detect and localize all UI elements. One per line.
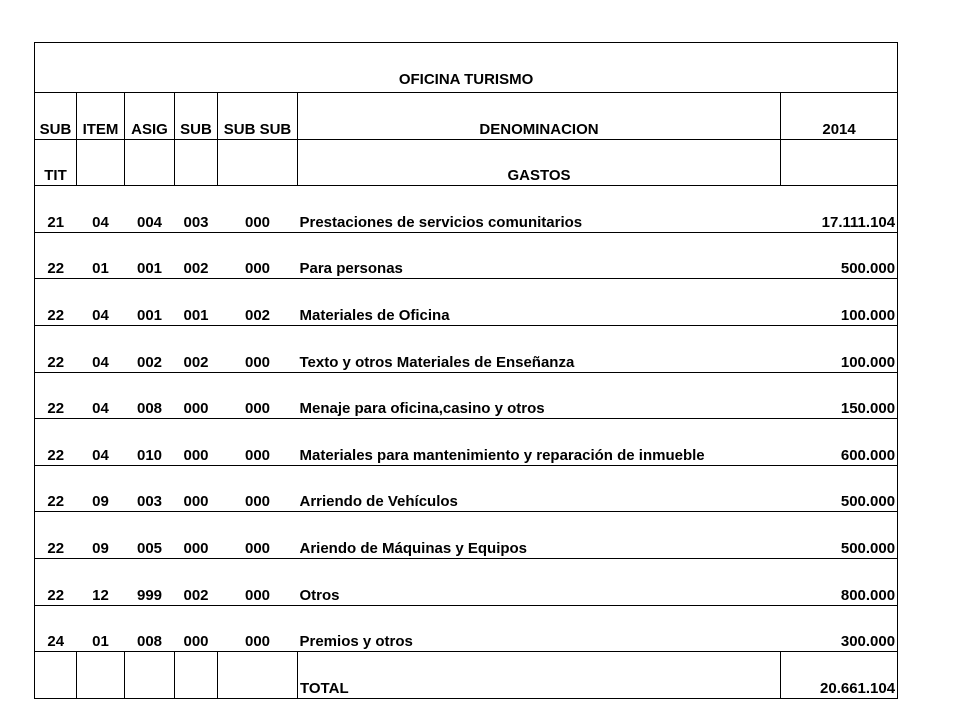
table-title: OFICINA TURISMO: [35, 43, 898, 93]
cell-item: 12: [77, 558, 125, 605]
cell-item: 04: [77, 279, 125, 326]
cell-sub: 21: [35, 186, 77, 233]
empty-cell: [781, 139, 898, 186]
cell-denominacion: Materiales para mantenimiento y reparación de inmueble: [298, 419, 781, 466]
table-row: [35, 558, 898, 605]
cell-sub-asig: 002: [175, 558, 218, 605]
table-row: [35, 279, 898, 326]
cell-amount: 500.000: [781, 512, 898, 559]
cell-asig: 008: [125, 605, 175, 652]
cell-asig: 999: [125, 558, 175, 605]
cell-item: 09: [77, 465, 125, 512]
cell-sub: 24: [35, 605, 77, 652]
table-row: [35, 605, 898, 652]
cell-amount: 150.000: [781, 372, 898, 419]
header-sub-asig: SUB: [175, 93, 218, 140]
cell-amount: 100.000: [781, 325, 898, 372]
empty-cell: [35, 652, 77, 699]
cell-asig: 008: [125, 372, 175, 419]
cell-item: 04: [77, 186, 125, 233]
cell-item: 04: [77, 419, 125, 466]
cell-sub-sub: 000: [218, 372, 298, 419]
cell-sub-asig: 002: [175, 325, 218, 372]
cell-amount: 17.111.104: [781, 186, 898, 233]
cell-amount: 500.000: [781, 465, 898, 512]
cell-sub: 22: [35, 558, 77, 605]
table-row: [35, 232, 898, 279]
cell-sub-sub: 000: [218, 325, 298, 372]
cell-asig: 004: [125, 186, 175, 233]
cell-sub-sub: 000: [218, 232, 298, 279]
cell-amount: 300.000: [781, 605, 898, 652]
cell-amount: 100.000: [781, 279, 898, 326]
cell-denominacion: Premios y otros: [298, 605, 781, 652]
cell-sub-asig: 000: [175, 512, 218, 559]
empty-cell: [125, 652, 175, 699]
cell-item: 09: [77, 512, 125, 559]
cell-sub-sub: 000: [218, 419, 298, 466]
table-row: [35, 325, 898, 372]
cell-sub-asig: 000: [175, 419, 218, 466]
cell-sub-asig: 003: [175, 186, 218, 233]
cell-asig: 002: [125, 325, 175, 372]
header-sub-sub: SUB SUB: [218, 93, 298, 140]
cell-denominacion: Materiales de Oficina: [298, 279, 781, 326]
cell-denominacion: Texto y otros Materiales de Enseñanza: [298, 325, 781, 372]
cell-sub-sub: 000: [218, 558, 298, 605]
cell-denominacion: Para personas: [298, 232, 781, 279]
empty-cell: [175, 652, 218, 699]
cell-amount: 500.000: [781, 232, 898, 279]
subheader-row: [35, 139, 898, 186]
cell-asig: 001: [125, 232, 175, 279]
cell-denominacion: Arriendo de Vehículos: [298, 465, 781, 512]
cell-sub-sub: 000: [218, 465, 298, 512]
empty-cell: [218, 139, 298, 186]
total-amount: 20.661.104: [781, 652, 898, 699]
table-row: [35, 372, 898, 419]
header-sub: SUB: [35, 93, 77, 140]
empty-cell: [77, 652, 125, 699]
cell-denominacion: Otros: [298, 558, 781, 605]
cell-item: 04: [77, 372, 125, 419]
title-row: [35, 43, 898, 93]
total-label: TOTAL: [298, 652, 781, 699]
cell-amount: 600.000: [781, 419, 898, 466]
cell-item: 01: [77, 232, 125, 279]
cell-sub: 22: [35, 372, 77, 419]
header-asig: ASIG: [125, 93, 175, 140]
header-denominacion: DENOMINACION: [298, 93, 781, 140]
header-row: [35, 93, 898, 140]
cell-sub-asig: 001: [175, 279, 218, 326]
cell-sub: 22: [35, 325, 77, 372]
cell-denominacion: Prestaciones de servicios comunitarios: [298, 186, 781, 233]
empty-cell: [218, 652, 298, 699]
cell-amount: 800.000: [781, 558, 898, 605]
subheader-gastos: GASTOS: [298, 139, 781, 186]
subheader-tit: TIT: [35, 139, 77, 186]
budget-table: [34, 42, 898, 699]
cell-sub: 22: [35, 419, 77, 466]
cell-denominacion: Ariendo de Máquinas y Equipos: [298, 512, 781, 559]
cell-item: 04: [77, 325, 125, 372]
cell-asig: 005: [125, 512, 175, 559]
cell-sub: 22: [35, 279, 77, 326]
total-row: [35, 652, 898, 699]
cell-sub-sub: 000: [218, 186, 298, 233]
cell-asig: 010: [125, 419, 175, 466]
cell-denominacion: Menaje para oficina,casino y otros: [298, 372, 781, 419]
empty-cell: [77, 139, 125, 186]
cell-sub: 22: [35, 465, 77, 512]
cell-item: 01: [77, 605, 125, 652]
cell-asig: 003: [125, 465, 175, 512]
empty-cell: [125, 139, 175, 186]
table-row: [35, 186, 898, 233]
table-row: [35, 512, 898, 559]
cell-sub: 22: [35, 232, 77, 279]
header-item: ITEM: [77, 93, 125, 140]
cell-sub-asig: 000: [175, 605, 218, 652]
cell-asig: 001: [125, 279, 175, 326]
cell-sub-sub: 000: [218, 605, 298, 652]
cell-sub-sub: 002: [218, 279, 298, 326]
header-year: 2014: [781, 93, 898, 140]
table-row: [35, 419, 898, 466]
cell-sub-asig: 002: [175, 232, 218, 279]
cell-sub-asig: 000: [175, 465, 218, 512]
cell-sub: 22: [35, 512, 77, 559]
cell-sub-asig: 000: [175, 372, 218, 419]
empty-cell: [175, 139, 218, 186]
cell-sub-sub: 000: [218, 512, 298, 559]
table-row: [35, 465, 898, 512]
